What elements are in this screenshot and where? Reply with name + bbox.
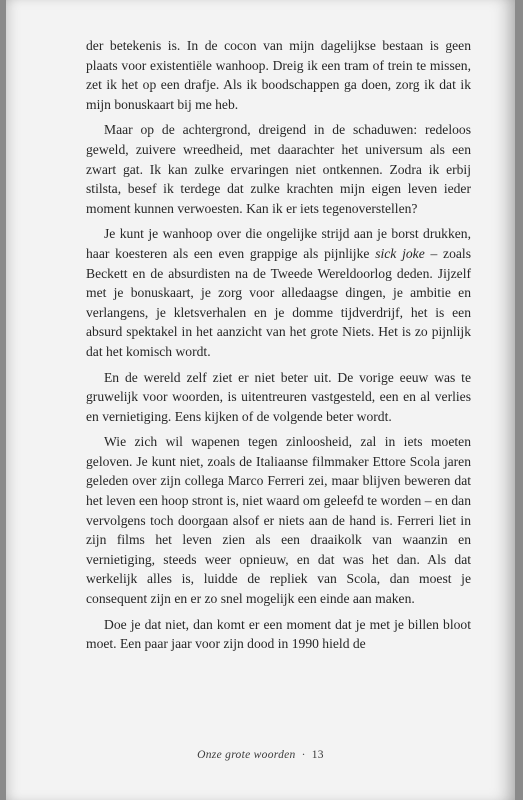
paragraph-5: Wie zich wil wapenen tegen zinloosheid, zal in iets moeten geloven. Je kunt niet, zoals de Italiaanse filmmaker Ettore Scola jaren geleden over zijn collega Marco Ferreri zei, maar blijven beweren dat het leven een hoop stront is, niet waard om geleefd te worden – en dan vervolgens toch doorgaan alsof er niets aan de hand is. Ferreri liet in zijn films het leven zien als een draaikolk van waanzin en vernietiging, steeds weer opnieuw, en dat was het dan. Als dat werkelijk alles is, luidde de repliek van Scola, dan moest je consequent zijn en er zo snel mogelijk een einde aan maken. — [86, 434, 471, 607]
running-footer — [6, 749, 515, 761]
footer-separator: · — [301, 749, 306, 761]
book-page — [6, 0, 515, 800]
paragraph-3-before: Je kunt je wanhoop over die ongelijke strijd aan je borst drukken, haar koesteren als een even grappige als pijnlijke — [86, 226, 471, 261]
paragraph-6: Doe je dat niet, dan komt er een moment dat je met je billen bloot moet. Een paar jaar voor zijn dood in 1990 hield de — [86, 616, 471, 652]
page-number: 13 — [311, 749, 324, 761]
body-text — [86, 36, 471, 660]
paragraph-2: Maar op de achtergrond, dreigend in de schaduwen: redeloos geweld, zuivere wreedheid, met daarachter het universum als een zwart gat. Ik kan zulke ervaringen niet ontkennen. Zodra ik erbij stilsta, besef ik terdege dat zulke krachten mijn eigen leven ieder moment kunnen verwoesten. Kan ik er iets tegenoverstellen? — [86, 122, 471, 216]
paragraph-1: der betekenis is. In de cocon van mijn dagelijkse bestaan is geen plaats voor existentiële wanhoop. Dreig ik een tram of trein te missen, zet ik het op een drafje. Als ik boodschappen ga doen, zorg ik dat ik mijn bonuskaart bij me heb. — [86, 38, 471, 112]
paragraph-4: En de wereld zelf ziet er niet beter uit. De vorige eeuw was te gruwelijk voor woorden, is uitentreuren vastgesteld, een en al verlies en vernietiging. Eens kijken of de volgende beter wordt. — [86, 369, 471, 424]
paragraph-3-after: – zoals Beckett en de absurdisten na de Tweede Wereldoorlog deden. Jijzelf met je bonuskaart, je zorg voor alledaagse dingen, je ambitie en verlangens, je kletsverhalen en je domme tijdverdrijf, het is een absurd spektakel in het aanzicht van het grote Niets. Het is zo pijnlijk dat het komisch wordt. — [86, 245, 471, 359]
italic-phrase: sick joke — [375, 245, 425, 261]
paragraph-3 — [86, 224, 471, 361]
footer-title: Onze grote woorden — [197, 749, 296, 761]
